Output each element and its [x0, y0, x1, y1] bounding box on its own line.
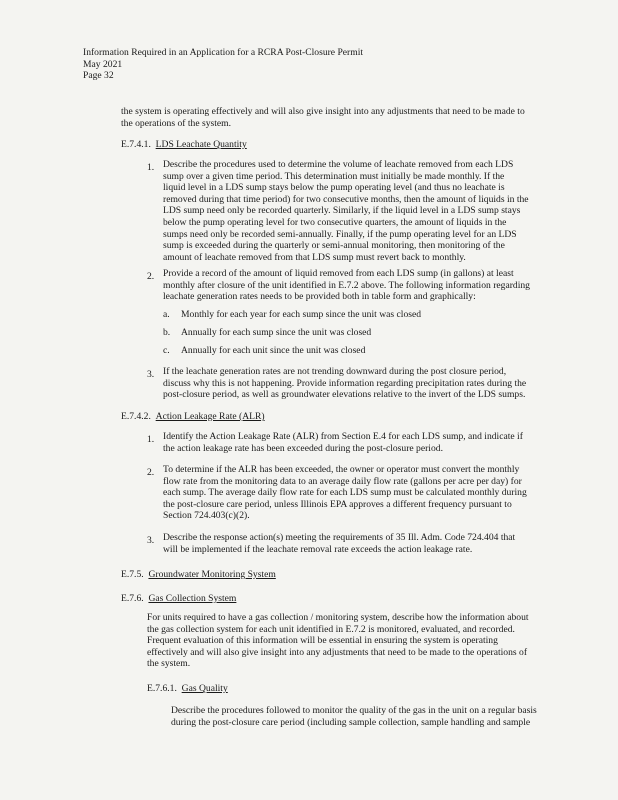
sub-list-item: Annually for each sump since the unit was closed	[181, 327, 372, 338]
sub-list-letter: b.	[163, 327, 171, 338]
section-number: E.7.4.1.	[121, 139, 151, 150]
list-number: 2.	[147, 271, 155, 282]
header-page-number: Page 32	[83, 70, 114, 81]
section-number: E.7.6.1.	[147, 683, 177, 694]
section-paragraph: For units required to have a gas collection / monitoring system, describe how the information about the gas collection system for each unit identified in E.7.2 is monitored, evaluated, and recorded. Frequent evaluation of this information will be essential in ensuring the system is operating effectively and will also give insight into any adjustments that need to be made to the operations of the system.	[147, 612, 529, 670]
header-date: May 2021	[83, 58, 123, 70]
section-title: Action Leakage Rate (ALR)	[155, 411, 265, 422]
section-number: E.7.6.	[121, 593, 144, 604]
list-number: 2.	[147, 467, 155, 478]
section-paragraph: Describe the procedures followed to monitor the quality of the gas in the unit on a regular basis during the post-closure care period (including sample collection, sample handling and sample	[171, 705, 537, 728]
sub-list-letter: c.	[163, 345, 170, 356]
list-number: 3.	[147, 535, 155, 546]
section-heading-e742	[121, 411, 265, 423]
sub-list-item: Annually for each unit since the unit was closed	[181, 345, 366, 356]
section-heading-e761	[147, 683, 228, 695]
sub-list-letter: a.	[163, 309, 170, 320]
header-title: Information Required in an Application for a RCRA Post-Closure Permit	[83, 47, 364, 58]
section-title: Gas Quality	[181, 683, 228, 694]
section-title: Gas Collection System	[148, 593, 237, 604]
intro-paragraph: the system is operating effectively and will also give insight into any adjustments that need to be made to the operations of the system.	[121, 106, 525, 129]
list-item: To determine if the ALR has been exceeded, the owner or operator must convert the monthly flow rate from the monitoring data to an average daily flow rate (gallons per acre per day) for each sump. The average daily flow rate for each LDS sump must be calculated monthly during the post-closure care period, unless Illinois EPA approves a different frequency pursuant to Section 724.403(c)(2).	[163, 464, 527, 522]
section-heading-e75	[121, 569, 276, 581]
section-number: E.7.5.	[121, 569, 144, 580]
section-heading-e76	[121, 593, 236, 605]
section-heading-e741	[121, 139, 247, 151]
list-item: Provide a record of the amount of liquid removed from each LDS sump (in gallons) at least monthly after closure of the unit identified in E.7.2 above. The following information regarding leachate generation rates needs to be provided both in table form and graphically:	[163, 268, 530, 303]
section-title: LDS Leachate Quantity	[155, 139, 247, 150]
section-number: E.7.4.2.	[121, 411, 151, 422]
list-item: If the leachate generation rates are not trending downward during the post closure period, discuss why this is not happening. Provide information regarding precipitation rates during the post-closure period, as well as groundwater elevations relative to the invert of the LDS sumps.	[163, 366, 527, 401]
list-number: 3.	[147, 369, 155, 380]
list-item: Describe the procedures used to determine the volume of leachate removed from each LDS sump over a given time period. This determination must initially be made monthly. If the liquid level in a LDS sump stays below the pump operating level (and thus no leachate is removed during that time period) for two consecutive months, then the amount of liquids in the LDS sump need only be recorded quarterly. Similarly, if the liquid level in a LDS sump stays below the pump operating level for two consecutive quarters, the amount of liquids in the sumps need only be recorded semi-annually. Finally, if the pump operating level for an LDS sump is exceeded during the quarterly or semi-annual monitoring, then monitoring of the amount of leachate removed from that LDS sump must revert back to monthly.	[163, 159, 529, 263]
sub-list-item: Monthly for each year for each sump since the unit was closed	[181, 309, 422, 320]
list-number: 1.	[147, 162, 155, 173]
section-title: Groundwater Monitoring System	[148, 569, 276, 580]
page-header	[83, 47, 363, 82]
list-item: Describe the response action(s) meeting the requirements of 35 Ill. Adm. Code 724.404 that will be implemented if the leachate removal rate exceeds the action leakage rate.	[163, 532, 516, 555]
list-item: Identify the Action Leakage Rate (ALR) from Section E.4 for each LDS sump, and indicate if the action leakage rate has been exceeded during the post-closure period.	[163, 431, 523, 454]
list-number: 1.	[147, 434, 155, 445]
